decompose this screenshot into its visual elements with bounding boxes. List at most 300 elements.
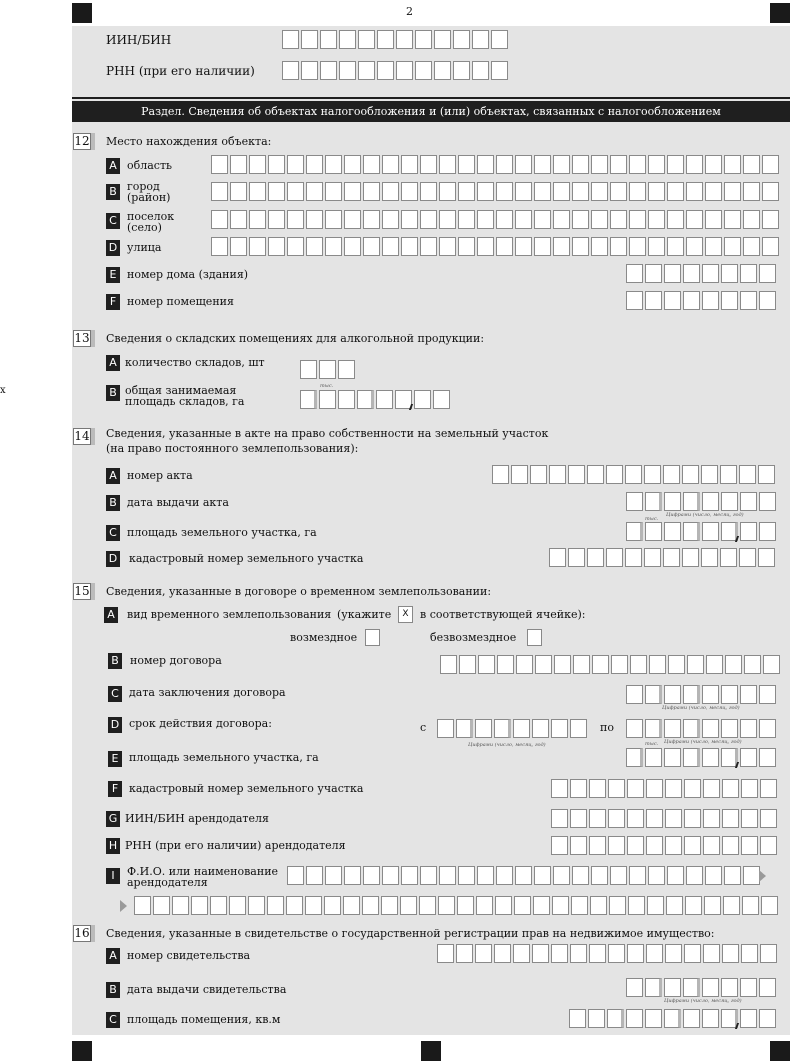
entry-cell[interactable]: [608, 836, 625, 855]
entry-cell[interactable]: [721, 685, 738, 704]
entry-cell[interactable]: [344, 237, 361, 256]
entry-cell[interactable]: [644, 465, 661, 484]
entry-cell[interactable]: [626, 522, 643, 541]
entry-cell[interactable]: [363, 210, 380, 229]
entry-cell[interactable]: [683, 748, 700, 767]
entry-cell[interactable]: [211, 237, 228, 256]
entry-cell[interactable]: [343, 896, 360, 915]
entry-cell[interactable]: [496, 155, 513, 174]
entry-cell[interactable]: [588, 1009, 605, 1028]
entry-cell[interactable]: [683, 719, 700, 738]
entry-cell[interactable]: [760, 779, 777, 798]
s15-g-cells[interactable]: [551, 809, 777, 828]
entry-cell[interactable]: [759, 685, 776, 704]
entry-cell[interactable]: [382, 155, 399, 174]
entry-cell[interactable]: [607, 1009, 624, 1028]
entry-cell[interactable]: [514, 896, 531, 915]
entry-cell[interactable]: [648, 155, 665, 174]
entry-cell[interactable]: [686, 210, 703, 229]
entry-cell[interactable]: [591, 155, 608, 174]
entry-cell[interactable]: [664, 492, 681, 511]
entry-cell[interactable]: [477, 237, 494, 256]
entry-cell[interactable]: [401, 210, 418, 229]
entry-cell[interactable]: [705, 866, 722, 885]
entry-cell[interactable]: [626, 291, 643, 310]
entry-cell[interactable]: [306, 155, 323, 174]
entry-cell[interactable]: [724, 210, 741, 229]
entry-cell[interactable]: [625, 548, 642, 567]
s15-free-checkbox[interactable]: [527, 629, 542, 646]
entry-cell[interactable]: [211, 182, 228, 201]
entry-cell[interactable]: [702, 291, 719, 310]
entry-cell[interactable]: [570, 944, 587, 963]
entry-cell[interactable]: [724, 237, 741, 256]
entry-cell[interactable]: [319, 390, 336, 409]
entry-cell[interactable]: [722, 944, 739, 963]
entry-cell[interactable]: [759, 748, 776, 767]
entry-cell[interactable]: [663, 548, 680, 567]
entry-cell[interactable]: [740, 264, 757, 283]
s12-b-cells[interactable]: [211, 182, 779, 201]
entry-cell[interactable]: [721, 264, 738, 283]
entry-cell[interactable]: [456, 944, 473, 963]
entry-cell[interactable]: [571, 896, 588, 915]
entry-cell[interactable]: [230, 155, 247, 174]
entry-cell[interactable]: [705, 182, 722, 201]
entry-cell[interactable]: [419, 896, 436, 915]
entry-cell[interactable]: [477, 210, 494, 229]
entry-cell[interactable]: [363, 182, 380, 201]
entry-cell[interactable]: [703, 779, 720, 798]
entry-cell[interactable]: [626, 719, 643, 738]
entry-cell[interactable]: [513, 944, 530, 963]
entry-cell[interactable]: [629, 210, 646, 229]
entry-cell[interactable]: [741, 836, 758, 855]
entry-cell[interactable]: [570, 809, 587, 828]
entry-cell[interactable]: [626, 1009, 643, 1028]
entry-cell[interactable]: [401, 182, 418, 201]
entry-cell[interactable]: [740, 1009, 757, 1028]
entry-cell[interactable]: [324, 896, 341, 915]
entry-cell[interactable]: [740, 685, 757, 704]
s15-d-to-cells[interactable]: [626, 719, 776, 738]
entry-cell[interactable]: [533, 896, 550, 915]
entry-cell[interactable]: [457, 896, 474, 915]
entry-cell[interactable]: [606, 548, 623, 567]
entry-cell[interactable]: [495, 896, 512, 915]
entry-cell[interactable]: [648, 182, 665, 201]
entry-cell[interactable]: [172, 896, 189, 915]
iin-cells[interactable]: [282, 30, 508, 49]
entry-cell[interactable]: [439, 210, 456, 229]
entry-cell[interactable]: [300, 360, 317, 379]
entry-cell[interactable]: [759, 522, 776, 541]
entry-cell[interactable]: [516, 655, 533, 674]
entry-cell[interactable]: [759, 978, 776, 997]
entry-cell[interactable]: [338, 360, 355, 379]
entry-cell[interactable]: [762, 182, 779, 201]
entry-cell[interactable]: [305, 896, 322, 915]
entry-cell[interactable]: [722, 836, 739, 855]
entry-cell[interactable]: [282, 61, 299, 80]
entry-cell[interactable]: [591, 237, 608, 256]
entry-cell[interactable]: [515, 237, 532, 256]
entry-cell[interactable]: [646, 944, 663, 963]
entry-cell[interactable]: [758, 548, 775, 567]
entry-cell[interactable]: [706, 655, 723, 674]
entry-cell[interactable]: [740, 522, 757, 541]
entry-cell[interactable]: [705, 155, 722, 174]
entry-cell[interactable]: [439, 155, 456, 174]
entry-cell[interactable]: [439, 866, 456, 885]
entry-cell[interactable]: [572, 237, 589, 256]
entry-cell[interactable]: [363, 155, 380, 174]
entry-cell[interactable]: [702, 522, 719, 541]
entry-cell[interactable]: [649, 655, 666, 674]
entry-cell[interactable]: [645, 748, 662, 767]
entry-cell[interactable]: [420, 155, 437, 174]
entry-cell[interactable]: [230, 182, 247, 201]
entry-cell[interactable]: [282, 30, 299, 49]
entry-cell[interactable]: [286, 896, 303, 915]
entry-cell[interactable]: [664, 719, 681, 738]
entry-cell[interactable]: [401, 155, 418, 174]
entry-cell[interactable]: [496, 866, 513, 885]
entry-cell[interactable]: [686, 182, 703, 201]
entry-cell[interactable]: [477, 182, 494, 201]
entry-cell[interactable]: [306, 237, 323, 256]
s14-c-cells[interactable]: [626, 522, 776, 541]
entry-cell[interactable]: [382, 237, 399, 256]
entry-cell[interactable]: [534, 182, 551, 201]
entry-cell[interactable]: [682, 465, 699, 484]
entry-cell[interactable]: [724, 155, 741, 174]
entry-cell[interactable]: [477, 155, 494, 174]
entry-cell[interactable]: [740, 978, 757, 997]
entry-cell[interactable]: [511, 465, 528, 484]
entry-cell[interactable]: [721, 291, 738, 310]
s15-f-cells[interactable]: [551, 779, 777, 798]
entry-cell[interactable]: [287, 210, 304, 229]
entry-cell[interactable]: [663, 465, 680, 484]
entry-cell[interactable]: [740, 719, 757, 738]
entry-cell[interactable]: [438, 896, 455, 915]
entry-cell[interactable]: [191, 896, 208, 915]
entry-cell[interactable]: [725, 655, 742, 674]
entry-cell[interactable]: [549, 465, 566, 484]
entry-cell[interactable]: [645, 522, 662, 541]
entry-cell[interactable]: [744, 655, 761, 674]
entry-cell[interactable]: [401, 237, 418, 256]
entry-cell[interactable]: [287, 237, 304, 256]
entry-cell[interactable]: [703, 944, 720, 963]
entry-cell[interactable]: [589, 779, 606, 798]
entry-cell[interactable]: [420, 237, 437, 256]
entry-cell[interactable]: [553, 237, 570, 256]
entry-cell[interactable]: [453, 61, 470, 80]
entry-cell[interactable]: [721, 719, 738, 738]
entry-cell[interactable]: [645, 1009, 662, 1028]
entry-cell[interactable]: [458, 182, 475, 201]
entry-cell[interactable]: [740, 748, 757, 767]
entry-cell[interactable]: [420, 866, 437, 885]
entry-cell[interactable]: [684, 779, 701, 798]
entry-cell[interactable]: [530, 465, 547, 484]
entry-cell[interactable]: [476, 896, 493, 915]
s13-a-cells[interactable]: [300, 360, 355, 379]
entry-cell[interactable]: [570, 779, 587, 798]
entry-cell[interactable]: [627, 944, 644, 963]
entry-cell[interactable]: [439, 182, 456, 201]
entry-cell[interactable]: [268, 210, 285, 229]
entry-cell[interactable]: [626, 264, 643, 283]
entry-cell[interactable]: [739, 548, 756, 567]
entry-cell[interactable]: [702, 264, 719, 283]
entry-cell[interactable]: [396, 30, 413, 49]
entry-cell[interactable]: [306, 210, 323, 229]
entry-cell[interactable]: [627, 836, 644, 855]
entry-cell[interactable]: [553, 866, 570, 885]
entry-cell[interactable]: [683, 492, 700, 511]
entry-cell[interactable]: [440, 655, 457, 674]
entry-cell[interactable]: [591, 210, 608, 229]
entry-cell[interactable]: [610, 866, 627, 885]
entry-cell[interactable]: [491, 30, 508, 49]
entry-cell[interactable]: [645, 291, 662, 310]
entry-cell[interactable]: [682, 548, 699, 567]
entry-cell[interactable]: [494, 719, 511, 738]
entry-cell[interactable]: [325, 866, 342, 885]
entry-cell[interactable]: [458, 155, 475, 174]
entry-cell[interactable]: [339, 30, 356, 49]
entry-cell[interactable]: [587, 465, 604, 484]
entry-cell[interactable]: [759, 291, 776, 310]
entry-cell[interactable]: [702, 685, 719, 704]
entry-cell[interactable]: [722, 779, 739, 798]
entry-cell[interactable]: [683, 1009, 700, 1028]
entry-cell[interactable]: [249, 210, 266, 229]
entry-cell[interactable]: [647, 896, 664, 915]
entry-cell[interactable]: [268, 182, 285, 201]
entry-cell[interactable]: [760, 809, 777, 828]
entry-cell[interactable]: [572, 210, 589, 229]
s15-i-cells-line2[interactable]: [134, 896, 778, 915]
entry-cell[interactable]: [230, 237, 247, 256]
entry-cell[interactable]: [684, 944, 701, 963]
entry-cell[interactable]: [401, 866, 418, 885]
entry-cell[interactable]: [591, 182, 608, 201]
s14-d-cells[interactable]: [549, 548, 775, 567]
entry-cell[interactable]: [344, 866, 361, 885]
entry-cell[interactable]: [400, 896, 417, 915]
s15-h-cells[interactable]: [551, 836, 777, 855]
entry-cell[interactable]: [740, 492, 757, 511]
entry-cell[interactable]: [629, 182, 646, 201]
entry-cell[interactable]: [686, 866, 703, 885]
entry-cell[interactable]: [758, 465, 775, 484]
entry-cell[interactable]: [569, 1009, 586, 1028]
entry-cell[interactable]: [645, 719, 662, 738]
entry-cell[interactable]: [609, 896, 626, 915]
entry-cell[interactable]: [477, 866, 494, 885]
entry-cell[interactable]: [515, 866, 532, 885]
entry-cell[interactable]: [301, 61, 318, 80]
entry-cell[interactable]: [589, 809, 606, 828]
s15-c-cells[interactable]: [626, 685, 776, 704]
entry-cell[interactable]: [721, 978, 738, 997]
entry-cell[interactable]: [496, 182, 513, 201]
entry-cell[interactable]: [344, 182, 361, 201]
entry-cell[interactable]: [287, 155, 304, 174]
entry-cell[interactable]: [552, 896, 569, 915]
entry-cell[interactable]: [610, 237, 627, 256]
entry-cell[interactable]: [629, 155, 646, 174]
entry-cell[interactable]: [684, 809, 701, 828]
entry-cell[interactable]: [627, 809, 644, 828]
entry-cell[interactable]: [702, 492, 719, 511]
entry-cell[interactable]: [630, 655, 647, 674]
entry-cell[interactable]: [741, 779, 758, 798]
s16-a-cells[interactable]: [437, 944, 777, 963]
entry-cell[interactable]: [475, 944, 492, 963]
entry-cell[interactable]: [648, 866, 665, 885]
entry-cell[interactable]: [683, 978, 700, 997]
entry-cell[interactable]: [249, 182, 266, 201]
entry-cell[interactable]: [664, 522, 681, 541]
entry-cell[interactable]: [363, 237, 380, 256]
entry-cell[interactable]: [287, 866, 304, 885]
entry-cell[interactable]: [743, 866, 760, 885]
entry-cell[interactable]: [686, 155, 703, 174]
entry-cell[interactable]: [724, 866, 741, 885]
entry-cell[interactable]: [249, 237, 266, 256]
entry-cell[interactable]: [338, 390, 355, 409]
entry-cell[interactable]: [683, 264, 700, 283]
entry-cell[interactable]: [687, 655, 704, 674]
entry-cell[interactable]: [437, 719, 454, 738]
entry-cell[interactable]: [589, 836, 606, 855]
entry-cell[interactable]: [668, 655, 685, 674]
entry-cell[interactable]: [573, 655, 590, 674]
entry-cell[interactable]: [667, 210, 684, 229]
s12-e-cells[interactable]: [626, 264, 776, 283]
entry-cell[interactable]: [759, 719, 776, 738]
entry-cell[interactable]: [358, 61, 375, 80]
entry-cell[interactable]: [645, 978, 662, 997]
entry-cell[interactable]: [572, 866, 589, 885]
entry-cell[interactable]: [229, 896, 246, 915]
entry-cell[interactable]: [761, 896, 778, 915]
entry-cell[interactable]: [320, 30, 337, 49]
entry-cell[interactable]: [497, 655, 514, 674]
entry-cell[interactable]: [491, 61, 508, 80]
entry-cell[interactable]: [382, 866, 399, 885]
entry-cell[interactable]: [648, 237, 665, 256]
entry-cell[interactable]: [494, 944, 511, 963]
entry-cell[interactable]: [458, 866, 475, 885]
entry-cell[interactable]: [420, 210, 437, 229]
entry-cell[interactable]: [645, 492, 662, 511]
entry-cell[interactable]: [415, 30, 432, 49]
entry-cell[interactable]: [664, 1009, 681, 1028]
entry-cell[interactable]: [549, 548, 566, 567]
s12-a-cells[interactable]: [211, 155, 779, 174]
entry-cell[interactable]: [568, 548, 585, 567]
entry-cell[interactable]: [363, 866, 380, 885]
s12-f-cells[interactable]: [626, 291, 776, 310]
entry-cell[interactable]: [667, 155, 684, 174]
entry-cell[interactable]: [325, 182, 342, 201]
entry-cell[interactable]: [515, 182, 532, 201]
entry-cell[interactable]: [534, 155, 551, 174]
entry-cell[interactable]: [553, 155, 570, 174]
entry-cell[interactable]: [357, 390, 374, 409]
s14-b-cells[interactable]: [626, 492, 776, 511]
entry-cell[interactable]: [590, 896, 607, 915]
entry-cell[interactable]: [608, 779, 625, 798]
entry-cell[interactable]: [434, 61, 451, 80]
entry-cell[interactable]: [610, 155, 627, 174]
entry-cell[interactable]: [762, 210, 779, 229]
entry-cell[interactable]: [759, 492, 776, 511]
entry-cell[interactable]: [535, 655, 552, 674]
entry-cell[interactable]: [382, 210, 399, 229]
entry-cell[interactable]: [759, 264, 776, 283]
entry-cell[interactable]: [683, 291, 700, 310]
entry-cell[interactable]: [534, 237, 551, 256]
entry-cell[interactable]: [666, 896, 683, 915]
entry-cell[interactable]: [568, 465, 585, 484]
entry-cell[interactable]: [667, 237, 684, 256]
entry-cell[interactable]: [496, 210, 513, 229]
entry-cell[interactable]: [472, 30, 489, 49]
entry-cell[interactable]: [665, 944, 682, 963]
entry-cell[interactable]: [551, 944, 568, 963]
entry-cell[interactable]: [606, 465, 623, 484]
entry-cell[interactable]: [626, 748, 643, 767]
entry-cell[interactable]: [551, 809, 568, 828]
entry-cell[interactable]: [492, 465, 509, 484]
entry-cell[interactable]: [743, 210, 760, 229]
entry-cell[interactable]: [532, 944, 549, 963]
entry-cell[interactable]: [664, 685, 681, 704]
entry-cell[interactable]: [611, 655, 628, 674]
entry-cell[interactable]: [415, 61, 432, 80]
entry-cell[interactable]: [325, 237, 342, 256]
entry-cell[interactable]: [763, 655, 780, 674]
entry-cell[interactable]: [572, 182, 589, 201]
entry-cell[interactable]: [325, 155, 342, 174]
entry-cell[interactable]: [646, 836, 663, 855]
entry-cell[interactable]: [344, 210, 361, 229]
entry-cell[interactable]: [472, 61, 489, 80]
entry-cell[interactable]: [720, 548, 737, 567]
entry-cell[interactable]: [743, 237, 760, 256]
entry-cell[interactable]: [515, 155, 532, 174]
entry-cell[interactable]: [702, 719, 719, 738]
s16-b-cells[interactable]: [626, 978, 776, 997]
entry-cell[interactable]: [739, 465, 756, 484]
entry-cell[interactable]: [664, 264, 681, 283]
entry-cell[interactable]: [664, 291, 681, 310]
entry-cell[interactable]: [705, 237, 722, 256]
entry-cell[interactable]: [608, 944, 625, 963]
entry-cell[interactable]: [591, 866, 608, 885]
entry-cell[interactable]: [625, 465, 642, 484]
entry-cell[interactable]: [496, 237, 513, 256]
entry-cell[interactable]: [667, 182, 684, 201]
entry-cell[interactable]: [414, 390, 431, 409]
